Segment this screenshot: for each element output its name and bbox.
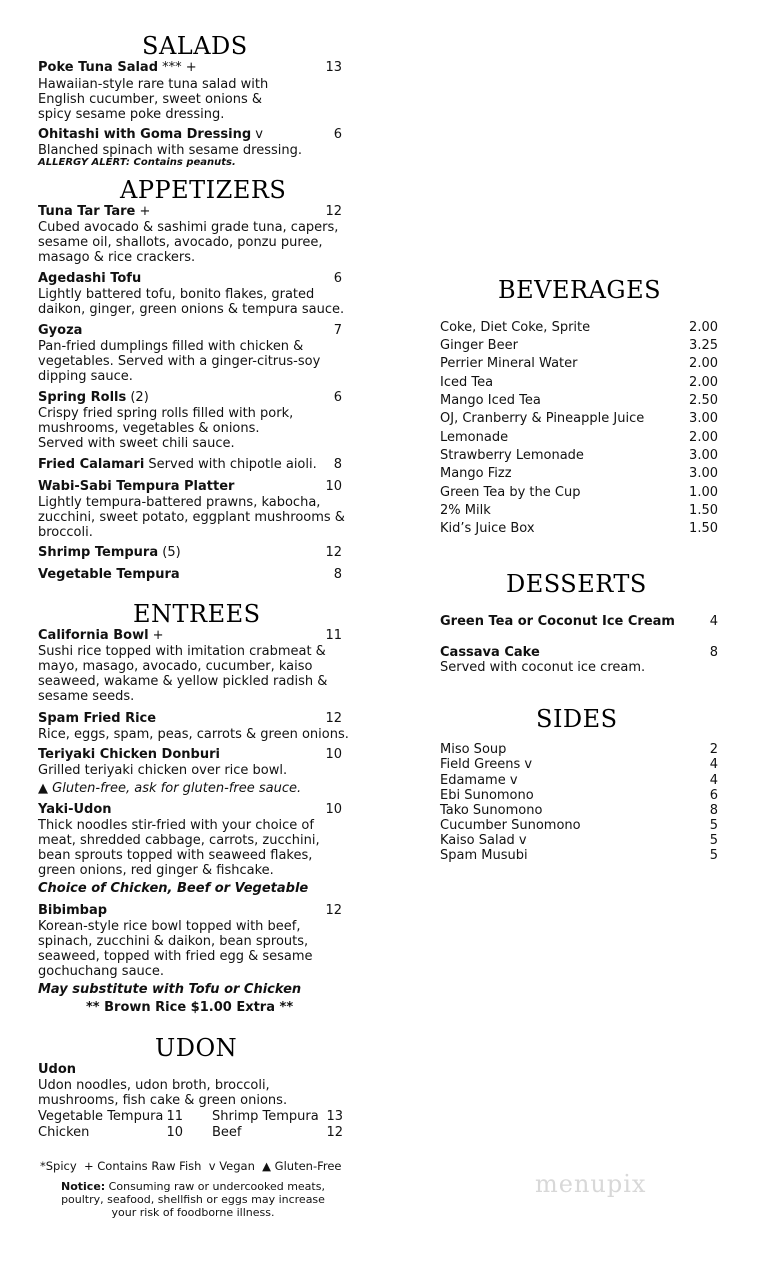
menu-item-price: 8 bbox=[333, 457, 342, 472]
beverages-heading: BEVERAGES bbox=[498, 276, 662, 304]
menu-item-description: Crispy fried spring rolls filled with pork, mushrooms, vegetables & onions. Served with sweet chili sauce. bbox=[38, 406, 294, 451]
menu-item-name: Poke Tuna Salad *** + bbox=[38, 60, 197, 75]
beverage-row: Lemonade 2.00 bbox=[440, 430, 718, 445]
watermark-logo: menupix bbox=[535, 1170, 647, 1198]
side-row: Cucumber Sunomono 5 bbox=[440, 818, 718, 833]
beverage-row: Perrier Mineral Water 2.00 bbox=[440, 356, 718, 371]
menu-item-name: Bibimbap bbox=[38, 903, 108, 918]
appetizers-heading: APPETIZERS bbox=[120, 176, 287, 204]
menu-item-price: 10 bbox=[325, 747, 342, 762]
menu-item-name: Tuna Tar Tare + bbox=[38, 204, 151, 219]
menu-item-description: Udon noodles, udon broth, broccoli, mushrooms, fish cake & green onions. bbox=[38, 1078, 288, 1108]
side-row: Tako Sunomono 8 bbox=[440, 803, 718, 818]
menu-item-name: Wabi-Sabi Tempura Platter bbox=[38, 479, 235, 494]
side-row: Spam Musubi 5 bbox=[440, 848, 718, 863]
menu-item-name: Yaki-Udon bbox=[38, 802, 112, 817]
gluten-free-note: ▲ Gluten-free, ask for gluten-free sauce. bbox=[38, 781, 302, 796]
menu-item-price: 8 bbox=[333, 567, 342, 582]
side-row: Ebi Sunomono 6 bbox=[440, 788, 718, 803]
dessert-row: Green Tea or Coconut Ice Cream 4 bbox=[440, 614, 718, 629]
menu-item-name: Gyoza bbox=[38, 323, 83, 338]
salads-heading: SALADS bbox=[142, 32, 248, 60]
menu-item-description: Cubed avocado & sashimi grade tuna, capers, sesame oil, shallots, avocado, ponzu puree, masago & rice crackers. bbox=[38, 220, 339, 265]
beverage-row: OJ, Cranberry & Pineapple Juice 3.00 bbox=[440, 411, 718, 426]
menu-item-description: Thick noodles stir-fried with your choice of meat, shredded cabbage, carrots, zucchini, bean sprouts topped with seaweed flakes, green onions, red ginger & fishcake. bbox=[38, 818, 320, 878]
menu-item-description: Lightly tempura-battered prawns, kabocha, zucchini, sweet potato, eggplant mushrooms & broccoli. bbox=[38, 495, 345, 540]
menu-item-name: Spam Fried Rice bbox=[38, 711, 157, 726]
substitute-note: May substitute with Tofu or Chicken bbox=[38, 982, 302, 997]
beverage-row: Mango Iced Tea 2.50 bbox=[440, 393, 718, 408]
menu-item-description: Sushi rice topped with imitation crabmeat & mayo, masago, avocado, cucumber, kaiso seaweed, wakame & yellow pickled radish & sesame seeds. bbox=[38, 644, 328, 704]
udon-option-name: Chicken bbox=[38, 1125, 90, 1140]
menu-item-price: 6 bbox=[333, 390, 342, 405]
dessert-description: Served with coconut ice cream. bbox=[440, 660, 646, 675]
menu-item-price: 6 bbox=[333, 271, 342, 286]
menu-item-name: Spring Rolls (2) bbox=[38, 390, 149, 405]
legend: *Spicy + Contains Raw Fish v Vegan ▲ Gluten-Free bbox=[40, 1159, 342, 1173]
beverage-row: Ginger Beer 3.25 bbox=[440, 338, 718, 353]
side-row: Miso Soup 2 bbox=[440, 742, 718, 757]
menu-item-description: Blanched spinach with sesame dressing. bbox=[38, 143, 302, 158]
entrees-heading: ENTREES bbox=[133, 600, 261, 628]
menu-item-description: Pan-fried dumplings filled with chicken & vegetables. Served with a ginger-citrus-soy dipping sauce. bbox=[38, 339, 321, 384]
menu-item-name: Shrimp Tempura (5) bbox=[38, 545, 181, 560]
udon-option-name: Vegetable Tempura bbox=[38, 1109, 164, 1124]
desserts-heading: DESSERTS bbox=[506, 570, 647, 598]
menu-item-price: 12 bbox=[325, 204, 342, 219]
side-row: Kaiso Salad v 5 bbox=[440, 833, 718, 848]
menu-item-description: Hawaiian-style rare tuna salad with English cucumber, sweet onions & spicy sesame poke dressing. bbox=[38, 77, 269, 122]
brown-rice-note: ** Brown Rice $1.00 Extra ** bbox=[86, 1000, 294, 1015]
menu-item-price: 10 bbox=[325, 802, 342, 817]
sides-heading: SIDES bbox=[536, 705, 618, 733]
choice-note: Choice of Chicken, Beef or Vegetable bbox=[38, 881, 309, 896]
udon-heading: UDON bbox=[155, 1034, 238, 1062]
beverage-row: Iced Tea 2.00 bbox=[440, 375, 718, 390]
menu-item-name: Ohitashi with Goma Dressing v bbox=[38, 127, 263, 142]
udon-option-price: 10 bbox=[166, 1125, 183, 1140]
menu-item-description: Grilled teriyaki chicken over rice bowl. bbox=[38, 763, 288, 778]
notice: Notice: Consuming raw or undercooked meats, poultry, seafood, shellfish or eggs may increase your risk of foodborne illness. bbox=[61, 1180, 325, 1219]
beverage-row: Green Tea by the Cup 1.00 bbox=[440, 485, 718, 500]
beverage-row: Mango Fizz 3.00 bbox=[440, 466, 718, 481]
menu-item-description: Lightly battered tofu, bonito flakes, grated daikon, ginger, green onions & tempura sauce. bbox=[38, 287, 345, 317]
menu-item-price: 12 bbox=[325, 903, 342, 918]
beverage-row: 2% Milk 1.50 bbox=[440, 503, 718, 518]
menu-item-name: Agedashi Tofu bbox=[38, 271, 142, 286]
menu-item-name: Udon bbox=[38, 1062, 77, 1077]
allergy-alert: ALLERGY ALERT: Contains peanuts. bbox=[38, 157, 236, 168]
side-row: Field Greens v 4 bbox=[440, 757, 718, 772]
menu-item-description: Korean-style rice bowl topped with beef, spinach, zucchini & daikon, bean sprouts, seaweed, topped with fried egg & sesame gochuchang sauce. bbox=[38, 919, 313, 979]
beverage-row: Kid’s Juice Box 1.50 bbox=[440, 521, 718, 536]
menu-item-price: 10 bbox=[325, 479, 342, 494]
side-row: Edamame v 4 bbox=[440, 773, 718, 788]
menu-item-name: Fried Calamari Served with chipotle aioli. bbox=[38, 457, 317, 472]
menu-item-name: California Bowl + bbox=[38, 628, 164, 643]
menu-item-description: Rice, eggs, spam, peas, carrots & green onions. bbox=[38, 727, 349, 742]
menu-item-price: 7 bbox=[333, 323, 342, 338]
udon-option-name: Shrimp Tempura bbox=[212, 1109, 319, 1124]
beverage-row: Strawberry Lemonade 3.00 bbox=[440, 448, 718, 463]
menu-item-price: 13 bbox=[325, 60, 342, 75]
menu-item-price: 11 bbox=[325, 628, 342, 643]
menu-item-price: 12 bbox=[325, 711, 342, 726]
menu-item-name: Vegetable Tempura bbox=[38, 567, 180, 582]
beverage-row: Coke, Diet Coke, Sprite 2.00 bbox=[440, 320, 718, 335]
udon-option-name: Beef bbox=[212, 1125, 242, 1140]
menu-item-price: 6 bbox=[333, 127, 342, 142]
udon-option-price: 12 bbox=[326, 1125, 343, 1140]
udon-option-price: 13 bbox=[326, 1109, 343, 1124]
menu-item-name: Teriyaki Chicken Donburi bbox=[38, 747, 220, 762]
udon-option-price: 11 bbox=[166, 1109, 183, 1124]
menu-item-price: 12 bbox=[325, 545, 342, 560]
dessert-row: Cassava Cake 8 bbox=[440, 645, 718, 660]
